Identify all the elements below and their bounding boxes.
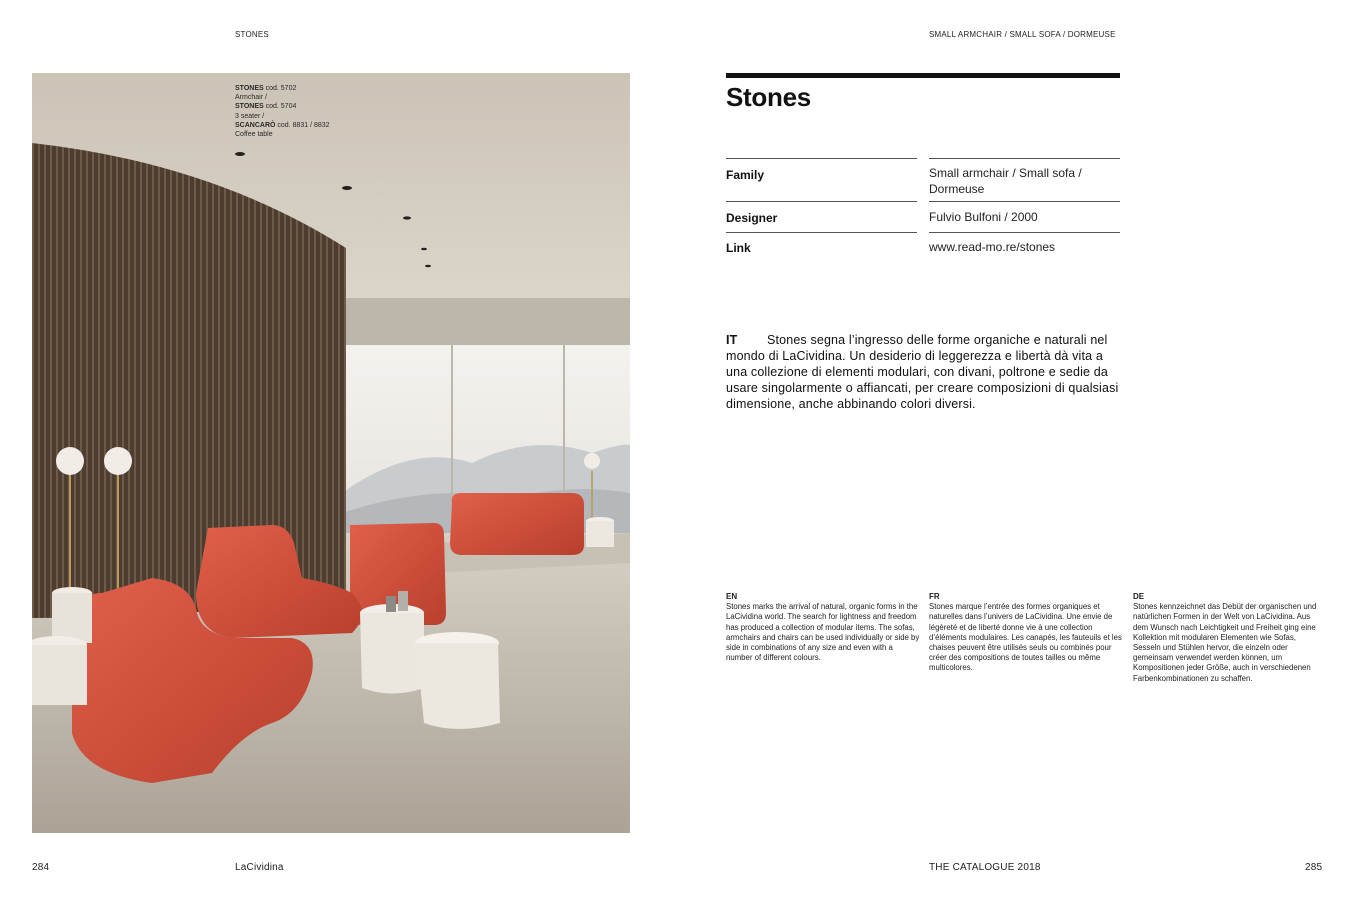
caption-product-name: STONES bbox=[235, 85, 264, 92]
spec-label-designer: Designer bbox=[726, 211, 778, 225]
spec-label-link: Link bbox=[726, 241, 751, 255]
interior-scene-illustration bbox=[32, 73, 630, 833]
description-en bbox=[726, 592, 920, 663]
caption-product-type: 3 seater / bbox=[235, 112, 265, 120]
caption-product-code: cod. 5702 bbox=[263, 85, 297, 92]
page-number-right: 285 bbox=[1305, 862, 1323, 873]
description-de-text: Stones kennzeichnet das Debüt der organischen und natürlichen Formen in der Welt von LaCividina. Aus dem Wunsch nach Leichtigkeit und Freiheit ging eine Kollektion mit modularen Elementen wie Sofas, Sesseln und Stühlen hervor, die einzeln oder gemeinsam verwendet werden können, um Kompositionen jeder Größe, auch in verschiedenen Farbenkombinationen zu schaffen. bbox=[1133, 602, 1317, 683]
spec-value-designer: Fulvio Bulfoni / 2000 bbox=[929, 210, 1038, 224]
spec-value-family: Small armchair / Small sofa / Dormeuse bbox=[929, 166, 1082, 196]
footer-catalogue: THE CATALOGUE 2018 bbox=[929, 862, 1041, 873]
photo-caption bbox=[235, 84, 330, 139]
description-en-text: Stones marks the arrival of natural, organic forms in the LaCividina world. The search for lightness and freedom has produced a collection of modular items. The sofas, armchairs and chairs can be used individually or side by side in combinations of any size and even with a number of different colours. bbox=[726, 602, 920, 663]
footer-brand: LaCividina bbox=[235, 862, 284, 873]
lang-code-de: DE bbox=[1133, 592, 1145, 601]
description-it bbox=[726, 332, 1122, 412]
spec-rule bbox=[929, 232, 1120, 233]
spec-rule bbox=[929, 158, 1120, 159]
spec-rule bbox=[726, 158, 917, 159]
lang-code-fr: FR bbox=[929, 592, 940, 601]
caption-product-name: STONES bbox=[235, 103, 264, 111]
spec-label-family: Family bbox=[726, 168, 765, 182]
caption-product-type: Armchair / bbox=[235, 94, 267, 102]
caption-product-type: Coffee table bbox=[235, 131, 273, 139]
caption-product-name: SCANCARÒ bbox=[235, 121, 276, 129]
caption-product-code: cod. 5704 bbox=[263, 103, 297, 111]
caption-product-code: cod. 8831 / 8832 bbox=[275, 121, 330, 129]
spec-rule bbox=[929, 201, 1120, 202]
product-title: Stones bbox=[726, 82, 811, 112]
spec-value-link[interactable]: www.read-mo.re/stones bbox=[929, 240, 1056, 254]
spec-rule bbox=[726, 232, 917, 233]
product-photo bbox=[32, 73, 630, 833]
description-de bbox=[1133, 592, 1325, 684]
page-number-left: 284 bbox=[32, 862, 50, 873]
description-fr bbox=[929, 592, 1123, 674]
spec-rule bbox=[726, 201, 917, 202]
description-fr-text: Stones marque l’entrée des formes organiques et naturelles dans l’univers de LaCividina. Une envie de légèreté et de liberté donne vie à une collection d’éléments modulaires. Les canapés, les fauteuils et les chaises peuvent être utilisés seuls ou combinés pour créer des compositions de toutes tailles ou même multicolores. bbox=[929, 602, 1122, 673]
running-head-left: STONES bbox=[235, 30, 269, 39]
lang-code-it: IT bbox=[726, 333, 738, 347]
description-it-text: Stones segna l’ingresso delle forme organiche e naturali nel mondo di LaCividina. Un desiderio di leggerezza e libertà dà vita a una collezione di elementi modulari, con divani, poltrone e sedie da usare singolarmente o affiancati, per creare composizioni di qualsiasi dimensione, anche abbinando colori diversi. bbox=[726, 333, 1119, 411]
running-head-right: SMALL ARMCHAIR / SMALL SOFA / DORMEUSE bbox=[929, 30, 1116, 39]
title-rule bbox=[726, 73, 1120, 78]
lang-code-en: EN bbox=[726, 592, 738, 601]
